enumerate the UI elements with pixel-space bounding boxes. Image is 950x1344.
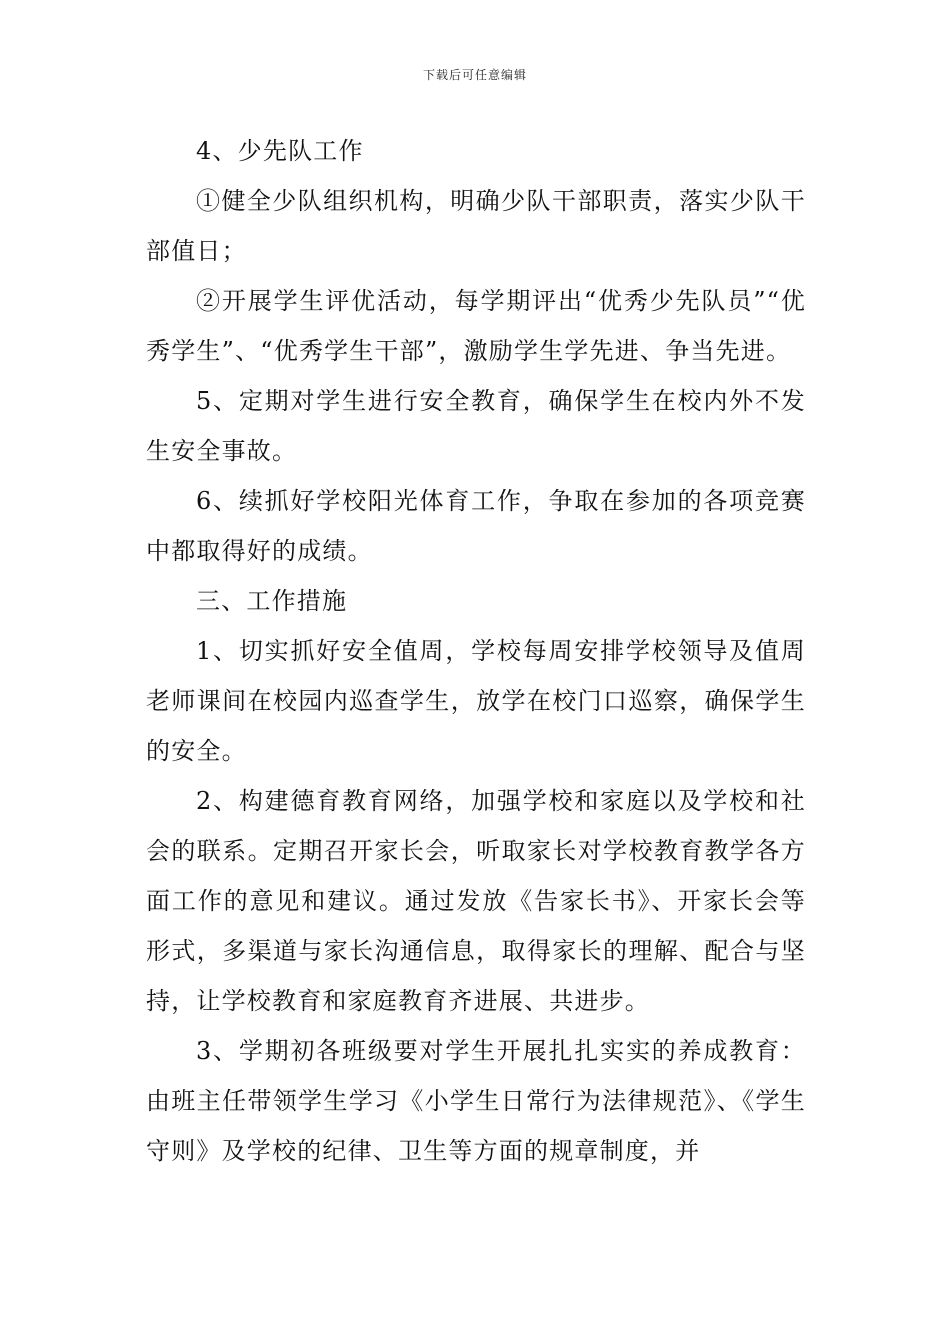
paragraph-item-1: ①健全少队组织机构，明确少队干部职责，落实少队干部值日；: [146, 187, 806, 265]
paragraph-section-4-heading: 4、少先队工作: [196, 137, 364, 165]
paragraph-measures-heading: 三、工作措施: [196, 587, 348, 615]
paragraph-measure-1: 1、切实抓好安全值周，学校每周安排学校领导及值周老师课间在校园内巡查学生，放学在校门口巡察，确保学生的安全。: [146, 637, 806, 765]
paragraph-section-5: 5、定期对学生进行安全教育，确保学生在校内外不发生安全事故。: [146, 387, 806, 465]
document-body: [146, 126, 806, 1176]
paragraph-measure-2: 2、构建德育教育网络，加强学校和家庭以及学校和社会的联系。定期召开家长会，听取家长对学校教育教学各方面工作的意见和建议。通过发放《告家长书》、开家长会等形式，多渠道与家长沟通信息，取得家长的理解、配合与坚持，让学校教育和家庭教育齐进展、共进步。: [146, 787, 806, 1015]
page-header: 下载后可任意编辑: [422, 68, 527, 82]
paragraph-item-2: ②开展学生评优活动，每学期评出“优秀少先队员”“优秀学生”、“优秀学生干部”，激励学生学先进、争当先进。: [146, 287, 806, 365]
paragraph-measure-3: 3、学期初各班级要对学生开展扎扎实实的养成教育：由班主任带领学生学习《小学生日常行为法律规范》、《学生守则》及学校的纪律、卫生等方面的规章制度，并: [146, 1037, 806, 1165]
paragraph-section-6: 6、续抓好学校阳光体育工作，争取在参加的各项竞赛中都取得好的成绩。: [146, 487, 806, 565]
